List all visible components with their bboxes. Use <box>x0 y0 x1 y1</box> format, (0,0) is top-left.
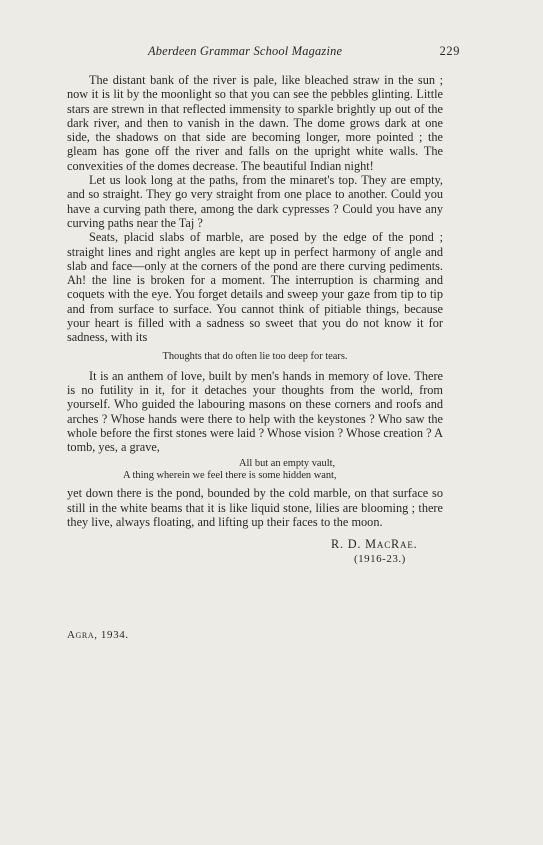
author-signature <box>67 537 443 551</box>
paragraph-5: yet down there is the pond, bounded by the cold marble, on that surface so still in the white beams that it is like liquid stone, lilies are blooming ; there they live, always floating, and lifting up their faces to the moon. <box>67 486 443 530</box>
quotation-1: Thoughts that do often lie too deep for tears. <box>162 350 348 362</box>
paragraph-4: It is an anthem of love, built by men's hands in memory of love. There is no futility in it, for it detaches your thoughts from the world, from yourself. Who guided the labouring masons on these corners and roofs and arches ? Whose hands were there to help with the keystones ? Who saw the whole before the first stones were laid ? Whose vision ? Whose creation ? A tomb, yes, a grave, <box>67 368 443 455</box>
author-name: R. D. MacRae. <box>331 537 418 552</box>
place-date: Agra, 1934. <box>67 629 129 641</box>
paragraph-2: Let us look long at the paths, from the minaret's top. They are empty, and so straight. They go very straight from one place to another. Could you have a curving path there, among the dark cypresses ? Could you have any curving paths near the Taj ? <box>67 173 443 230</box>
magazine-title: Aberdeen Grammar School Magazine <box>148 44 343 58</box>
paragraph-3: Seats, placid slabs of marble, are posed by the edge of the pond ; straight lines and right angles are kept up in perfect harmony of angle and slab and face—only at the corners of the pond are there curving pediments. Ah! the line is broken for a moment. The interruption is charming and coquets with the eye. You forget details and sweep your gaze from tip to tip and from surface to surface. You cannot think of pitiable things, because your heart is filled with a sadness so sweet that you do not know it for sadness, with its <box>67 230 443 345</box>
quotation-2-line-1: All but an empty vault, <box>239 458 336 470</box>
article-body <box>67 73 443 566</box>
paragraph-1: The distant bank of the river is pale, like bleached straw in the sun ; now it is lit by the moonlight so that you can see the pebbles glinting. Little stars are strewn in that reflected immensity to sparkle brightly up out of the dark river, and then to vanish in the dawn. The dome grows dark at one side, the shadows on that side are becoming longer, more pointed ; the gleam has gone off the river and falls on the upright white walls. The convexities of the domes decrease. The beautiful Indian night! <box>67 73 443 173</box>
quotation-2 <box>67 458 443 482</box>
author-years: (1916-23.) <box>354 552 406 565</box>
page-number: 229 <box>439 44 460 58</box>
running-header <box>148 44 460 59</box>
quotation-2-line-2: A thing wherein we feel there is some hidden want, <box>123 470 337 482</box>
